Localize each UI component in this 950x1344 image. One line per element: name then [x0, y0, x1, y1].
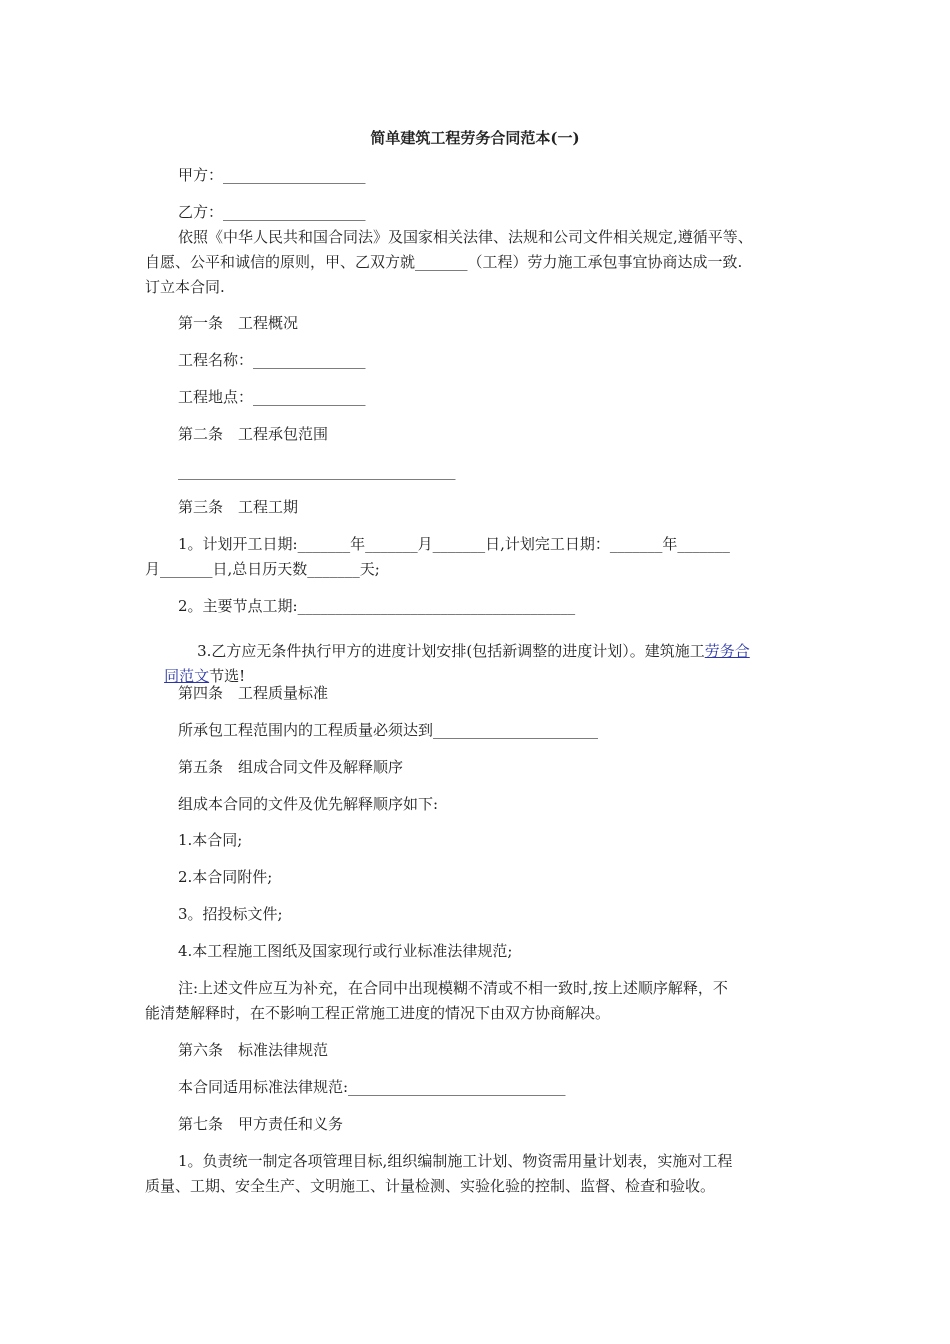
schedule-item-1-line-1: 1。计划开工日期:_______年_______月_______日,计划完工日期：_______年_______ [178, 535, 730, 553]
intro-line-1: 依照《中华人民共和国合同法》及国家相关法律、法规和公司文件相关规定,遵循平等、 [178, 228, 753, 246]
project-name-field: 工程名称：_______________ [178, 351, 366, 369]
intro-line-2: 自愿、公平和诚信的原则，甲、乙双方就_______（工程）劳力施工承包事宜协商达成一致. [145, 253, 743, 271]
note-line-2: 能清楚解释时，在不影响工程正常施工进度的情况下由双方协商解决。 [145, 1004, 611, 1022]
document-item-4: 4.本工程施工图纸及国家现行或行业标准法律规范; [178, 942, 513, 960]
schedule-item-3-text: 3.乙方应无条件执行甲方的进度计划安排(包括新调整的进度计划）。建筑施工 [197, 642, 705, 660]
schedule-item-2: 2。主要节点工期:_____________________________________ [178, 597, 576, 615]
scope-blank: _____________________________________ [178, 462, 456, 480]
document-item-2: 2.本合同附件; [178, 868, 273, 886]
party-a-duty-1-line-2: 质量、工期、安全生产、文明施工、计量检测、实验化验的控制、监督、检查和验收。 [145, 1177, 716, 1195]
contract-sample-link-continued[interactable]: 同范文 [164, 667, 210, 685]
document-title: 简单建筑工程劳务合同范本(一) [370, 129, 580, 147]
document-item-3: 3。招投标文件; [178, 905, 283, 923]
article-4-heading: 第四条 工程质量标准 [178, 684, 329, 702]
document-item-1: 1.本合同; [178, 831, 243, 849]
article-2-heading: 第二条 工程承包范围 [178, 425, 329, 443]
party-b-field: 乙方：___________________ [178, 203, 366, 221]
legal-standards-field: 本合同适用标准法律规范:_____________________________ [178, 1078, 566, 1096]
article-7-heading: 第七条 甲方责任和义务 [178, 1115, 344, 1133]
contract-sample-link[interactable]: 劳务合 [704, 642, 750, 660]
party-a-field: 甲方：___________________ [178, 166, 366, 184]
schedule-item-3-suffix: 节选! [209, 667, 246, 685]
party-a-duty-1-line-1: 1。负责统一制定各项管理目标,组织编制施工计划、物资需用量计划表，实施对工程 [178, 1152, 733, 1170]
schedule-item-1-line-2: 月_______日,总日历天数_______天; [145, 560, 380, 578]
article-3-heading: 第三条 工程工期 [178, 498, 299, 516]
article-6-heading: 第六条 标准法律规范 [178, 1041, 329, 1059]
note-line-1: 注:上述文件应互为补充，在合同中出现模糊不清或不相一致时,按上述顺序解释，不 [178, 979, 728, 997]
schedule-item-3-line-1 [178, 621, 750, 681]
intro-line-3: 订立本合同. [145, 278, 225, 296]
project-location-field: 工程地点：_______________ [178, 388, 366, 406]
article-5-heading: 第五条 组成合同文件及解释顺序 [178, 758, 404, 776]
documents-lead: 组成本合同的文件及优先解释顺序如下: [178, 795, 439, 813]
article-1-heading: 第一条 工程概况 [178, 314, 299, 332]
quality-standard-field: 所承包工程范围内的工程质量必须达到______________________ [178, 721, 599, 739]
